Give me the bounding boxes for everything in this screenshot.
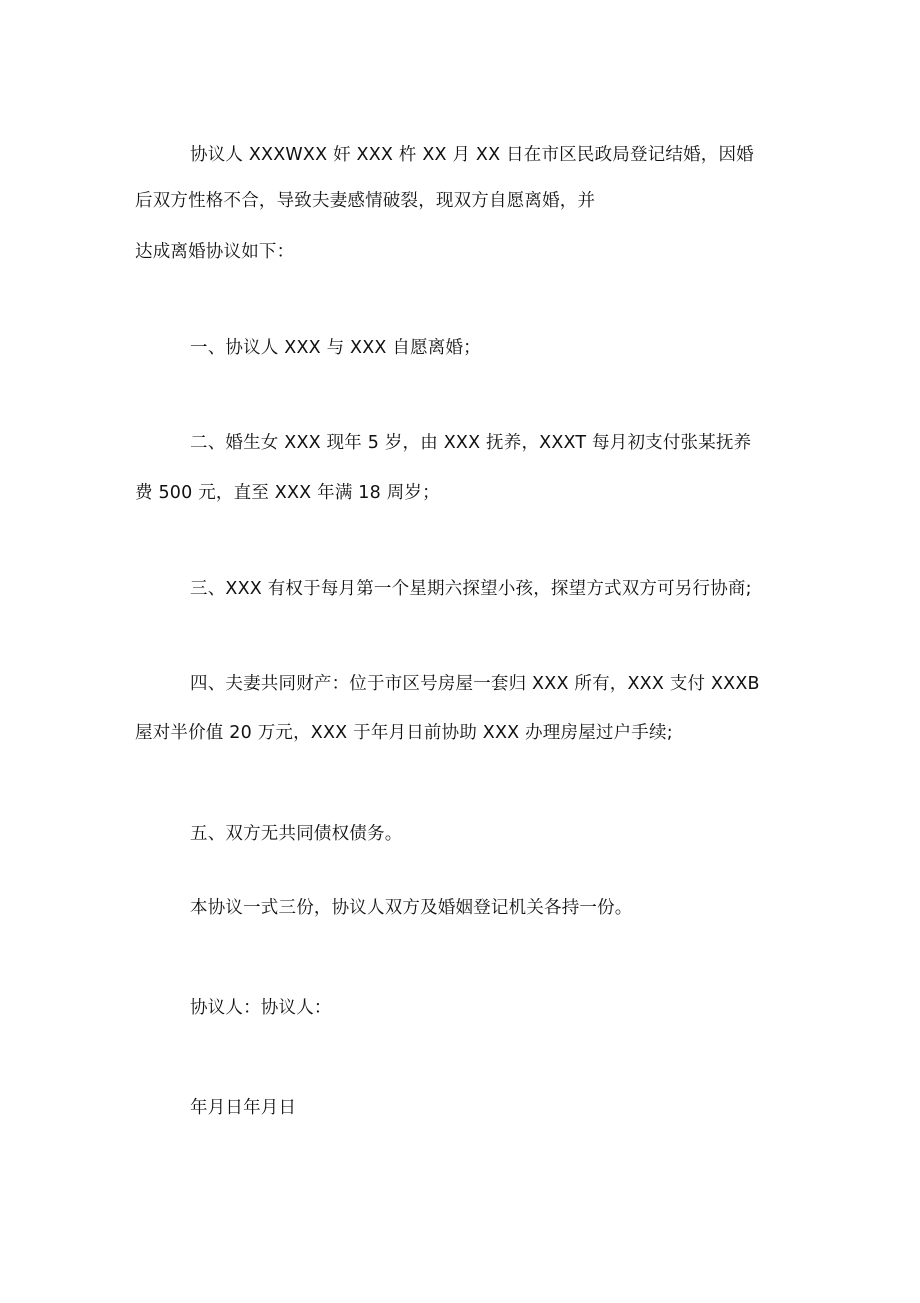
clause-1: 一、协议人 XXX 与 XXX 自愿离婚； (190, 338, 481, 358)
clause-2-line-1: 二、婚生女 XXX 现年 5 岁，由 XXX 抚养，XXXT 每月初支付张某抚养 (190, 433, 752, 453)
copies-note: 本协议一式三份，协议人双方及婚姻登记机关各持一份。 (190, 898, 633, 918)
clause-4-line-2: 屋对半价值 20 万元，XXX 于年月日前协助 XXX 办理房屋过户手续; (135, 723, 673, 743)
clause-5: 五、双方无共同债权债务。 (190, 824, 403, 844)
signature-line: 协议人：协议人： (190, 998, 332, 1018)
clause-3: 三、XXX 有权于每月第一个星期六探望小孩，探望方式双方可另行协商; (190, 579, 752, 599)
clause-2-line-2: 费 500 元，直至 XXX 年满 18 周岁； (135, 483, 440, 503)
intro-line-1: 协议人 XXXWXX 奸 XXX 杵 XX 月 XX 日在市区民政局登记结婚，因婚 (190, 145, 754, 165)
intro-line-3: 达成离婚协议如下： (135, 242, 295, 262)
date-line: 年月日年月日 (190, 1098, 297, 1118)
intro-line-2: 后双方性格不合，导致夫妻感情破裂，现双方自愿离婚，并 (135, 191, 596, 211)
clause-4-line-1: 四、夫妻共同财产：位于市区号房屋一套归 XXX 所有，XXX 支付 XXXB (190, 674, 760, 694)
